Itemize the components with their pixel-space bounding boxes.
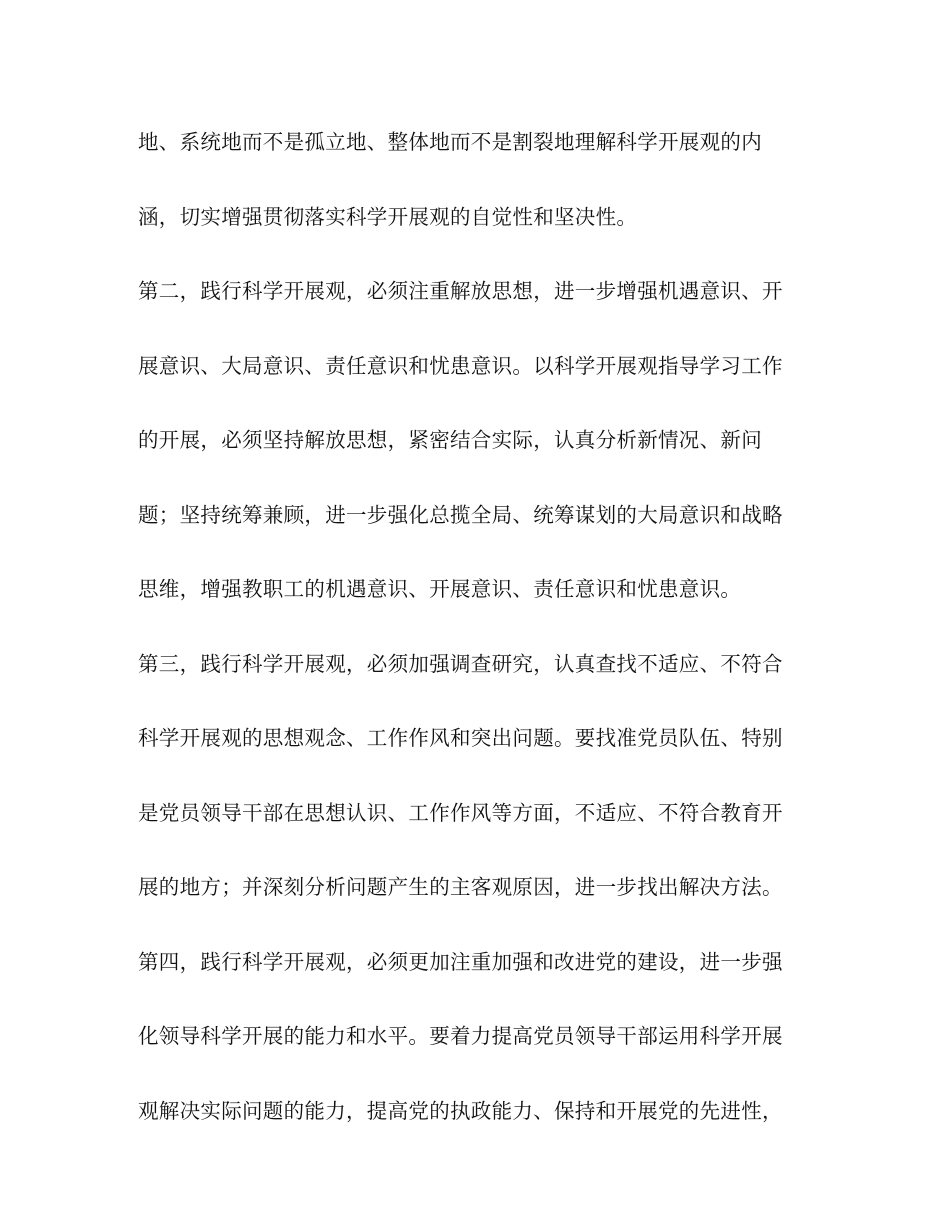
text-line: 展意识、大局意识、责任意识和忧患意识。以科学开展观指导学习工作	[138, 353, 783, 378]
text-line: 是党员领导干部在思想认识、工作作风等方面，不适应、不符合教育开	[138, 800, 783, 825]
text-line: 地、系统地而不是孤立地、整体地而不是割裂地理解科学开展观的内	[138, 130, 762, 154]
text-line: 思维，增强教职工的机遇意识、开展意识、责任意识和忧患意识。	[138, 577, 742, 601]
text-line: 涵，切实增强贯彻落实科学开展观的自觉性和坚决性。	[138, 204, 638, 229]
text-line: 第二，践行科学开展观，必须注重解放思想，进一步增强机遇意识、开	[138, 279, 783, 303]
text-line: 化领导科学开展的能力和水平。要着力提高党员领导干部运用科学开展	[138, 1024, 783, 1048]
text-line: 展的地方；并深刻分析问题产生的主客观原因，进一步找出解决方法。	[138, 875, 783, 899]
text-line: 题；坚持统筹兼顾，进一步强化总揽全局、统筹谋划的大局意识和战略	[138, 502, 783, 527]
text-line: 科学开展观的思想观念、工作作风和突出问题。要找准党员队伍、特别	[138, 726, 783, 750]
text-line: 的开展，必须坚持解放思想，紧密结合实际，认真分析新情况、新问	[138, 428, 762, 452]
text-line: 第三，践行科学开展观，必须加强调查研究，认真查找不适应、不符合	[138, 651, 783, 676]
text-line: 观解决实际问题的能力，提高党的执政能力、保持和开展党的先进性，	[138, 1098, 783, 1123]
text-line: 第四，践行科学开展观，必须更加注重加强和改进党的建设，进一步强	[138, 949, 783, 974]
body-text	[138, 124, 828, 1167]
